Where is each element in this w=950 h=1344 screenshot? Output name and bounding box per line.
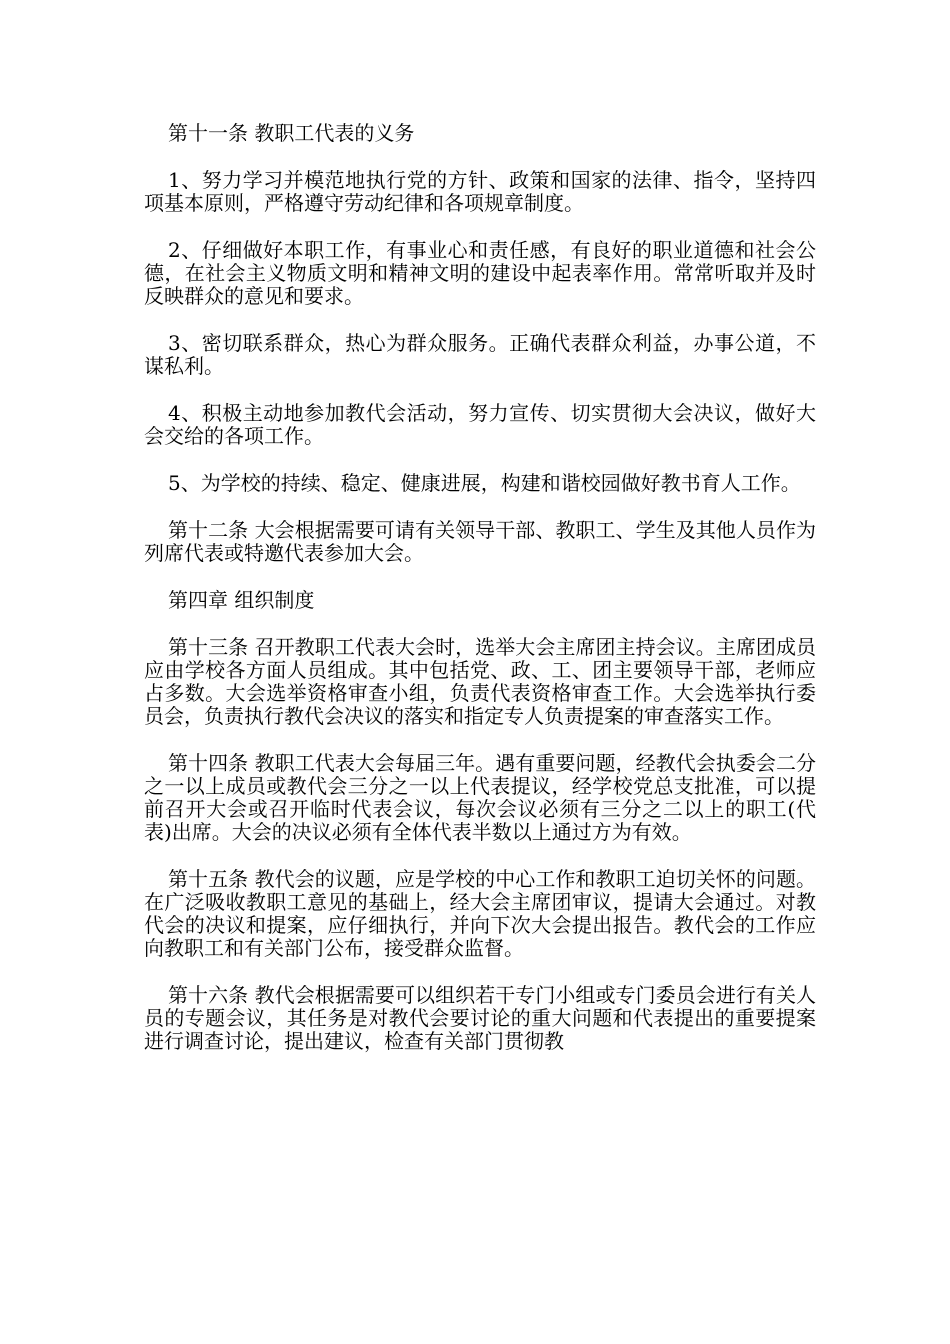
chapter-4-heading: 第四章 组织制度 (168, 588, 315, 612)
article-15: 第十五条 教代会的议题，应是学校的中心工作和教职工迫切关怀的问题。在广泛吸收教职工意见的基础上，经大会主席团审议，提请大会通过。对教代会的决议和提案，应仔细执行，并向下次大会提出报告。教代会的工作应向教职工和有关部门公布，接受群众监督。 (144, 867, 816, 960)
article-12: 第十二条 大会根据需要可请有关领导干部、教职工、学生及其他人员作为列席代表或特邀代表参加大会。 (144, 518, 816, 565)
article-11-heading: 第十一条 教职工代表的义务 (168, 121, 415, 145)
document-body (144, 122, 816, 1077)
duty-item-4: 4、积极主动地参加教代会活动，努力宣传、切实贯彻大会决议，做好大会交给的各项工作。 (144, 401, 816, 448)
article-16: 第十六条 教代会根据需要可以组织若干专门小组或专门委员会进行有关人员的专题会议，其任务是对教代会要讨论的重大问题和代表提出的重要提案进行调查讨论，提出建议，检查有关部门贯彻教 (144, 983, 816, 1053)
duty-item-2: 2、仔细做好本职工作，有事业心和责任感，有良好的职业道德和社会公德，在社会主义物质文明和精神文明的建设中起表率作用。常常听取并及时反映群众的意见和要求。 (144, 238, 816, 308)
duty-item-5: 5、为学校的持续、稳定、健康进展，构建和谐校园做好教书育人工作。 (168, 471, 801, 495)
duty-item-1: 1、努力学习并模范地执行党的方针、政策和国家的法律、指令，坚持四项基本原则，严格遵守劳动纪律和各项规章制度。 (144, 168, 816, 215)
duty-item-3: 3、密切联系群众，热心为群众服务。正确代表群众利益，办事公道，不谋私利。 (144, 331, 816, 378)
article-13: 第十三条 召开教职工代表大会时，选举大会主席团主持会议。主席团成员应由学校各方面人员组成。其中包括党、政、工、团主要领导干部，老师应占多数。大会选举资格审查小组，负责代表资格审查工作。大会选举执行委员会，负责执行教代会决议的落实和指定专人负责提案的审查落实工作。 (144, 635, 816, 728)
article-14: 第十四条 教职工代表大会每届三年。遇有重要问题，经教代会执委会二分之一以上成员或教代会三分之一以上代表提议，经学校党总支批准，可以提前召开大会或召开临时代表会议，每次会议必须有三分之二以上的职工(代表)出席。大会的决议必须有全体代表半数以上通过方为有效。 (144, 751, 816, 844)
